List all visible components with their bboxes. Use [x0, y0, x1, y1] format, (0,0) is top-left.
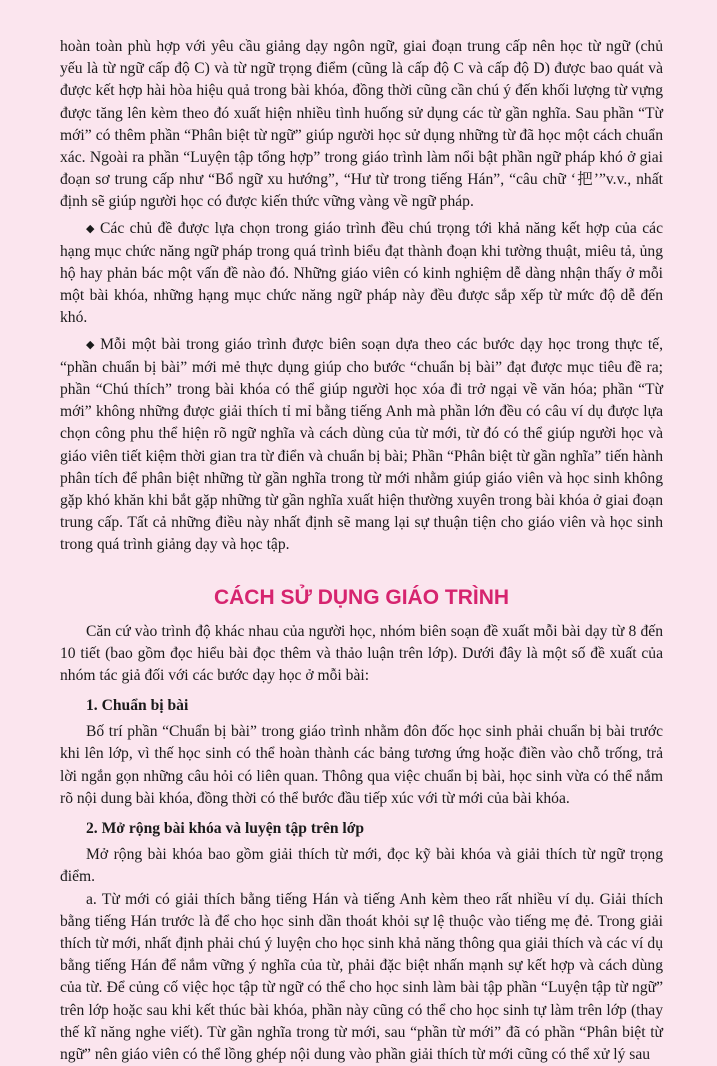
paragraph-continuation: hoàn toàn phù hợp với yêu cầu giảng dạy ngôn ngữ, giai đoạn trung cấp nên học từ ngữ (chủ yếu là từ ngữ cấp độ C) và từ ngữ trọng điểm (cũng là cấp độ C và cấp độ D) được bao quát và được kết hợp hài hòa hiệu quả trong bài khóa, đồng thời cũng cần chú ý đến khối lượng từ vựng được tăng lên kèm theo đó xuất hiện nhiều tình huống sử dụng các từ gần nghĩa. Sau phần “Từ mới” có thêm phần “Phân biệt từ ngữ” giúp người học sử dụng những từ đã học một cách chuẩn xác. Ngoài ra phần “Luyện tập tổng hợp” trong giáo trình làm nổi bật phần ngữ pháp khó ở giai đoạn sơ trung cấp như “Bổ ngữ xu hướng”, “Hư từ trong tiếng Hán”, “câu chữ ‘把’”v.v., nhất định sẽ giúp người học có được kiến thức vững vàng về ngữ pháp.	[60, 36, 663, 214]
diamond-bullet-icon: ◆	[86, 223, 96, 235]
section-title: CÁCH SỬ DỤNG GIÁO TRÌNH	[60, 585, 663, 611]
section-intro: Căn cứ vào trình độ khác nhau của người học, nhóm biên soạn đề xuất mỗi bài dạy từ 8 đến 10 tiết (bao gồm đọc hiểu bài đọc thêm và thảo luận trên lớp). Dưới đây là một số đề xuất của nhóm tác giả đối với các bước dạy học ở mỗi bài:	[60, 621, 663, 688]
subsection-2-intro: Mở rộng bài khóa bao gồm giải thích từ mới, đọc kỹ bài khóa và giải thích từ ngữ trọng điểm.	[60, 844, 663, 888]
bullet-paragraph-text: Mỗi một bài trong giáo trình được biên soạn dựa theo các bước dạy học trong thực tế, “phần chuẩn bị bài” mới mẻ thực dụng giúp cho bước “chuẩn bị bài” đạt được mục tiêu đề ra; phần “Chú thích” trong bài khóa có thể giúp người học xóa đi trở ngại về văn hóa; phần “Từ mới” không những được giải thích tỉ mỉ bằng tiếng Anh mà phần lớn đều có câu ví dụ được lựa chọn công phu thể hiện rõ ngữ nghĩa và cách dùng của từ mới, từ đó có thể giúp người học và giáo viên tiết kiệm thời gian tra từ điển và chuẩn bị bài; Phần “Phân biệt từ gần nghĩa” tiến hành phân tích để phân biệt những từ gần nghĩa trong từ mới nhằm giúp giáo viên và học sinh không gặp khó khăn khi bắt gặp những từ gần nghĩa xuất hiện thường xuyên trong bài khóa ở giai đoạn trung cấp. Tất cả những điều này nhất định sẽ mang lại sự thuận tiện cho giáo viên và học sinh trong quá trình giảng dạy và học tập.	[60, 336, 663, 554]
subsection-heading-2: 2. Mở rộng bài khóa và luyện tập trên lớp	[86, 818, 663, 840]
diamond-bullet-icon: ◆	[86, 339, 96, 351]
subsection-heading-1: 1. Chuẩn bị bài	[86, 695, 663, 717]
bullet-paragraph-lesson-structure	[60, 334, 663, 557]
subsection-2-item-a: a. Từ mới có giải thích bằng tiếng Hán và tiếng Anh kèm theo rất nhiều ví dụ. Giải thích bằng tiếng Hán trước là để cho học sinh dần thoát khỏi sự lệ thuộc vào tiếng mẹ đẻ. Trong giải thích từ mới, nhất định phải chú ý luyện cho học sinh khả năng thông qua giải thích và các ví dụ bằng tiếng Hán để nắm vững ý nghĩa của từ, phải đặc biệt nhấn mạnh sự kết hợp và cách dùng của từ. Để củng cố việc học tập từ ngữ có thể cho học sinh làm bài tập phần “Luyện tập từ ngữ” trên lớp hoặc sau khi kết thúc bài khóa, phần này cũng có thể cho học sinh tự làm trên lớp (thay thế kĩ năng nghe viết). Từ gần nghĩa trong từ mới, sau “phần từ mới” đã có phần “Phân biệt từ ngữ” nên giáo viên có thể lồng ghép nội dung vào phần giải thích từ mới cũng có thể xử lý sau	[60, 889, 663, 1066]
bullet-paragraph-topics	[60, 218, 663, 330]
bullet-paragraph-text: Các chủ đề được lựa chọn trong giáo trình đều chú trọng tới khả năng kết hợp của các hạng mục chức năng ngữ pháp trong quá trình biểu đạt thành đoạn khi tường thuật, miêu tả, ủng hộ hay phản bác một vấn đề nào đó. Những giáo viên có kinh nghiệm dễ dàng nhận thấy ở mỗi một bài khóa, những hạng mục chức năng ngữ pháp này đều được sắp xếp từ mức độ dễ đến khó.	[60, 220, 663, 327]
subsection-1-text: Bố trí phần “Chuẩn bị bài” trong giáo trình nhằm đôn đốc học sinh phải chuẩn bị bài trước khi lên lớp, vì thế học sinh có thể hoàn thành các bảng tương ứng hoặc điền vào chỗ trống, trả lời ngắn gọn những câu hỏi có liên quan. Thông qua việc chuẩn bị bài, học sinh vừa có thể nắm rõ nội dung bài khóa, đồng thời có thể bước đầu tiếp xúc với từ mới của bài khóa.	[60, 721, 663, 810]
